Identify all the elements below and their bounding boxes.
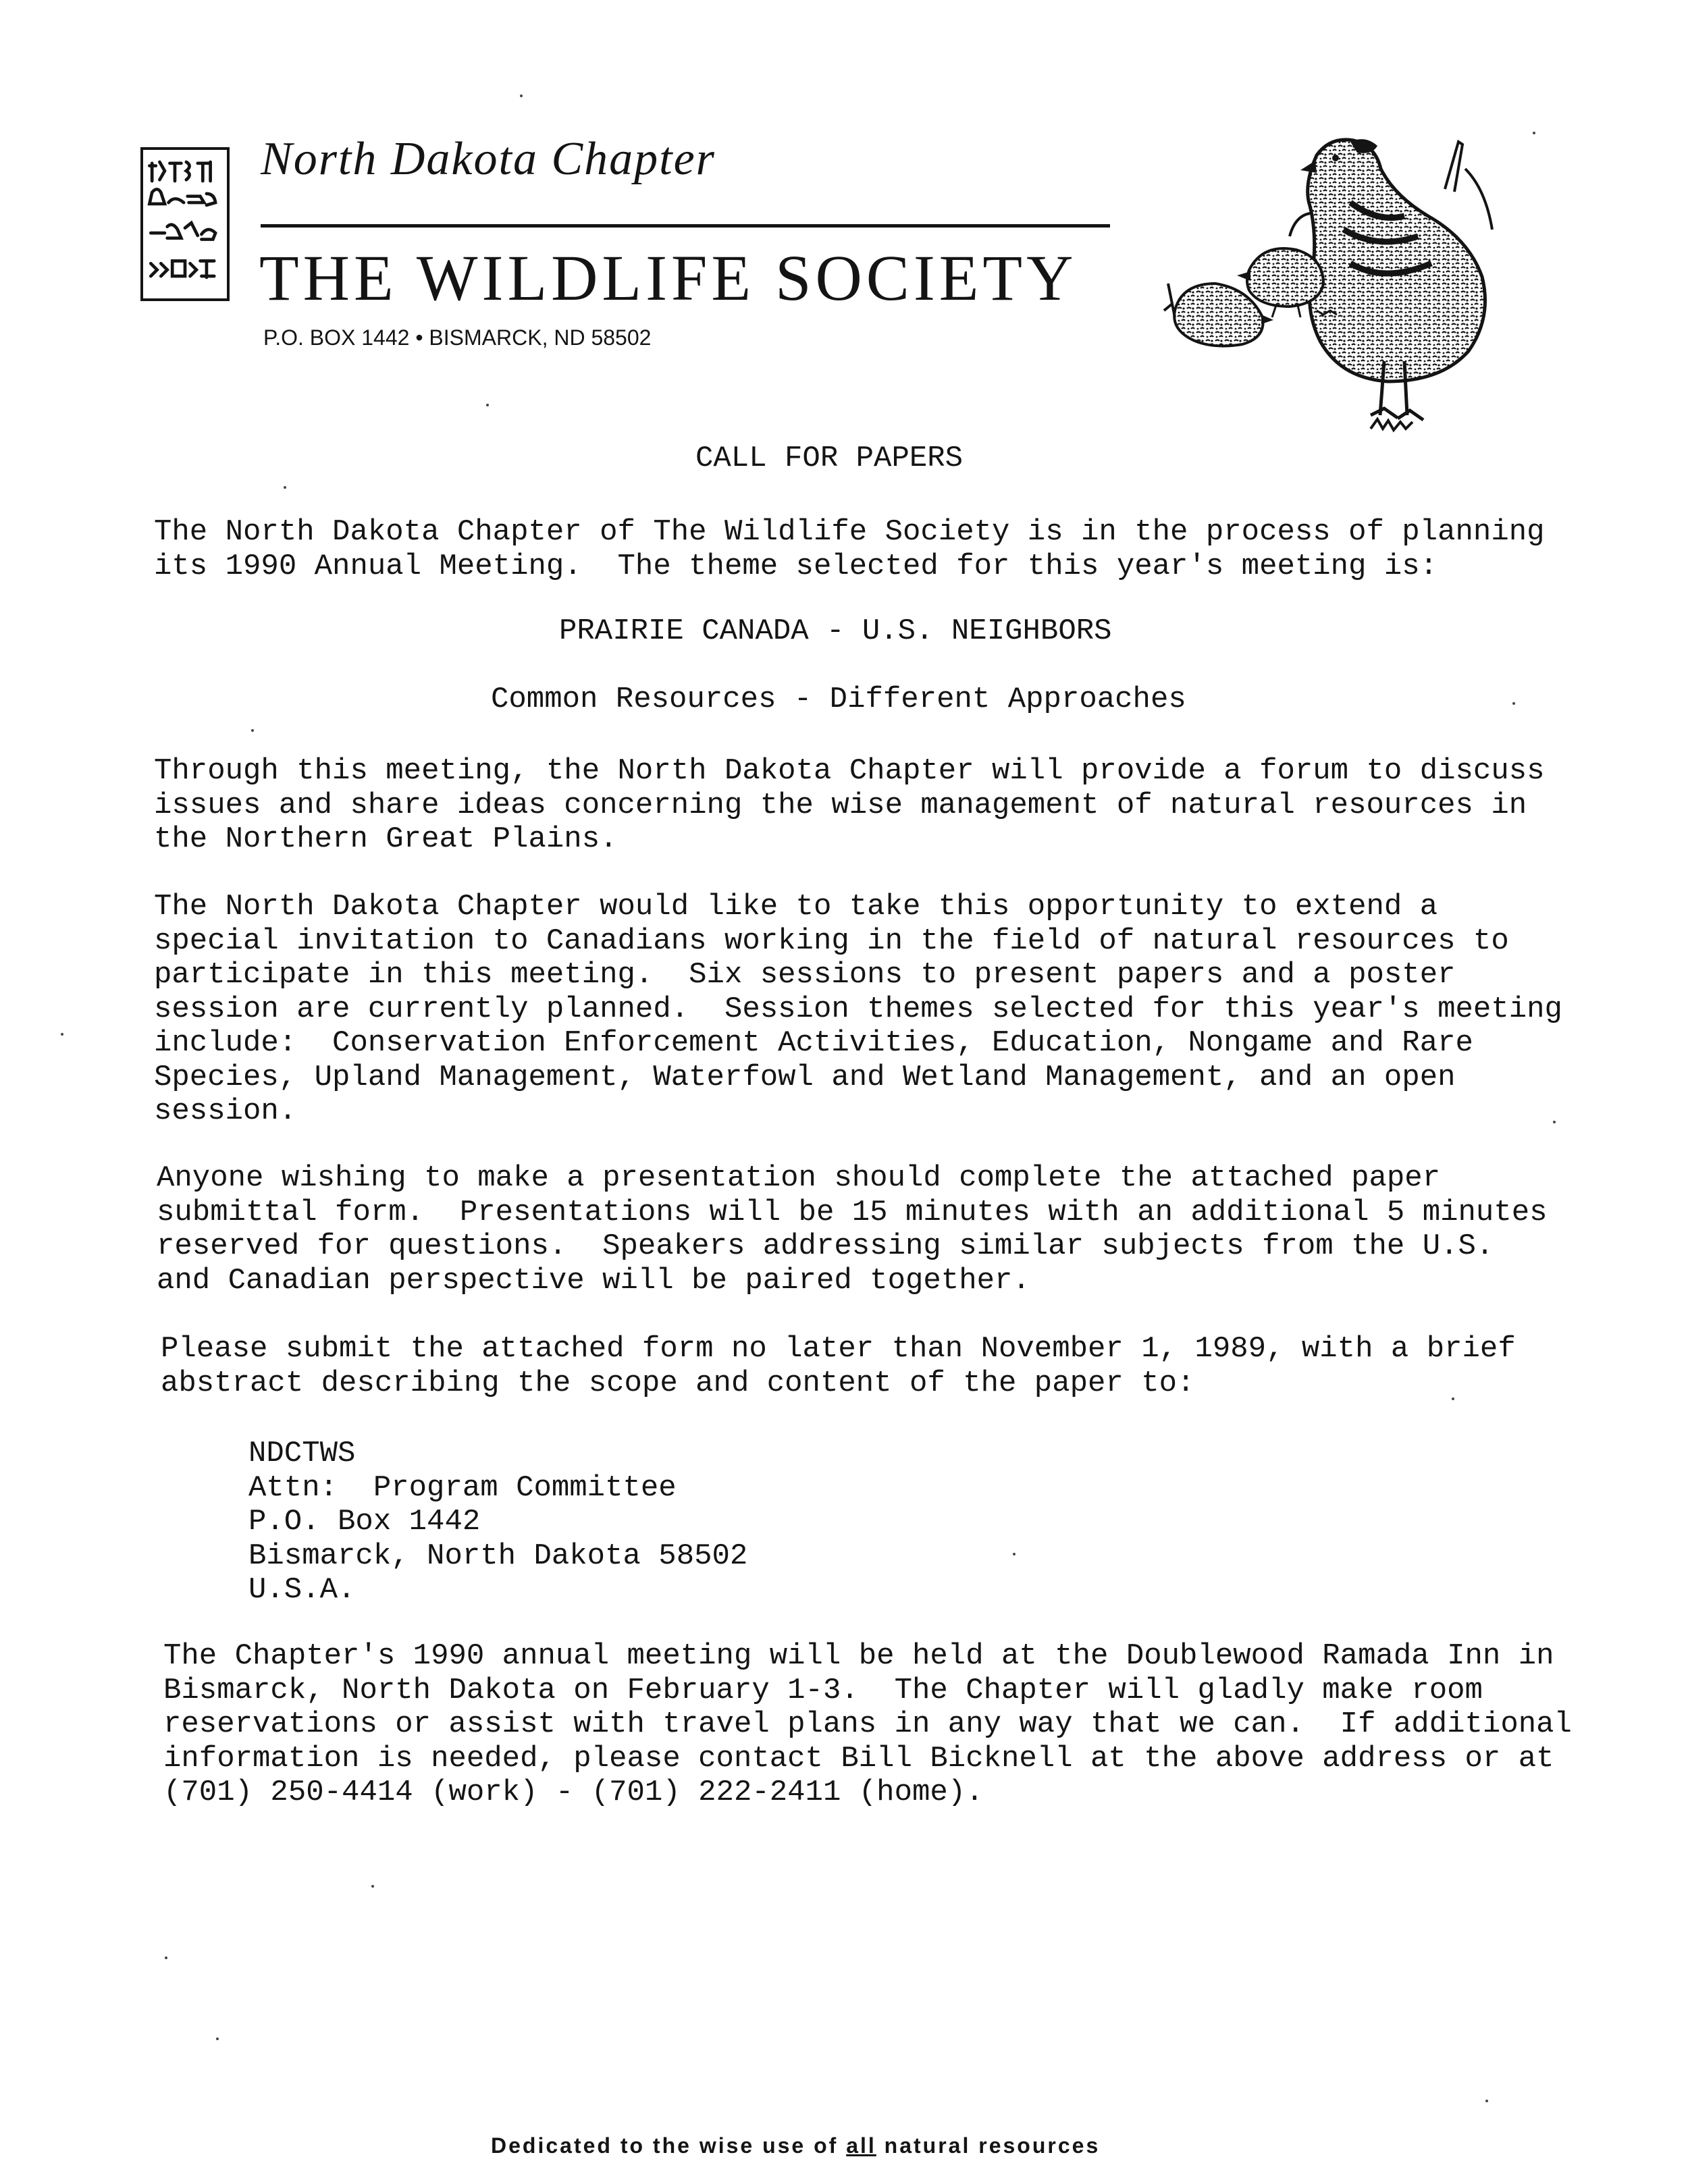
call-for-papers-heading: CALL FOR PAPERS (695, 442, 964, 475)
letterhead-address: P.O. BOX 1442 • BISMARCK, ND 58502 (263, 325, 652, 350)
letterhead-rule (261, 224, 1110, 228)
submission-paragraph: Please submit the attached form no later than November 1, 1989, with a brief abstract describing the scope and content of the paper to: (161, 1332, 1516, 1400)
scan-speck (1013, 1553, 1016, 1555)
scan-speck (284, 486, 286, 489)
scan-speck (371, 1885, 374, 1888)
society-name: THE WILDLIFE SOCIETY (259, 242, 1078, 314)
scan-speck (1553, 1121, 1556, 1123)
scan-speck (1452, 1397, 1454, 1400)
footer-motto (491, 2133, 1100, 2158)
scan-speck (1533, 132, 1535, 134)
hieroglyph-logo-icon (140, 147, 230, 301)
motto-text-after: natural resources (876, 2133, 1101, 2158)
scan-speck (520, 95, 523, 97)
intro-paragraph: The North Dakota Chapter of The Wildlife Society is in the process of planning its 1990 Annual Meeting. The theme selected for this year's meeting is: (154, 515, 1545, 583)
scan-speck (1485, 2100, 1488, 2102)
scan-speck (165, 1956, 167, 1959)
meeting-subtheme: Common Resources - Different Approaches (491, 683, 1186, 716)
meeting-details-paragraph: The Chapter's 1990 annual meeting will be held at the Doublewood Ramada Inn in Bismarck, North Dakota on February 1-3. The Chapter will gladly make room reservations or assist with travel plans in any way that we can. If additional information is needed, please contact Bill Bicknell at the above address or at (701) 250-4414 (work) - (701) 222-2411 (home). (163, 1639, 1572, 1809)
chapter-name: North Dakota Chapter (261, 133, 716, 185)
motto-text-before: Dedicated to the wise use of (491, 2133, 847, 2158)
forum-paragraph: Through this meeting, the North Dakota Chapter will provide a forum to discuss issues and share ideas concerning the wise management of natural resources in the Northern Great Plains. (154, 754, 1545, 856)
scan-speck (486, 404, 489, 406)
presentation-paragraph: Anyone wishing to make a presentation should complete the attached paper submittal form. Presentations will be 15 minutes with an additional 5 minutes reserved for questions. Speakers addressing similar subjects from the U.S. and Canadian perspective will be paired together. (157, 1161, 1548, 1298)
motto-emphasis: all (846, 2133, 876, 2158)
scan-speck (61, 1033, 63, 1036)
scan-speck (216, 2037, 219, 2040)
meeting-theme: PRAIRIE CANADA - U.S. NEIGHBORS (559, 614, 1112, 648)
invitation-paragraph: The North Dakota Chapter would like to take this opportunity to extend a special invitation to Canadians working in the field of natural resources to participate in this meeting. Six sessions to present papers and a poster session are currently planned. Session themes selected for this year's meeting include: Conservation Enforcement Activities, Education, Nongame and Rare Species, Upland Management, Waterfowl and Wetland Management, and an open session. (154, 890, 1562, 1128)
scan-speck (251, 729, 254, 732)
scan-speck (1512, 702, 1515, 705)
mailing-address: NDCTWS Attn: Program Committee P.O. Box 1442 Bismarck, North Dakota 58502 U.S.A. (248, 1437, 748, 1607)
prairie-chicken-icon (1148, 128, 1553, 466)
